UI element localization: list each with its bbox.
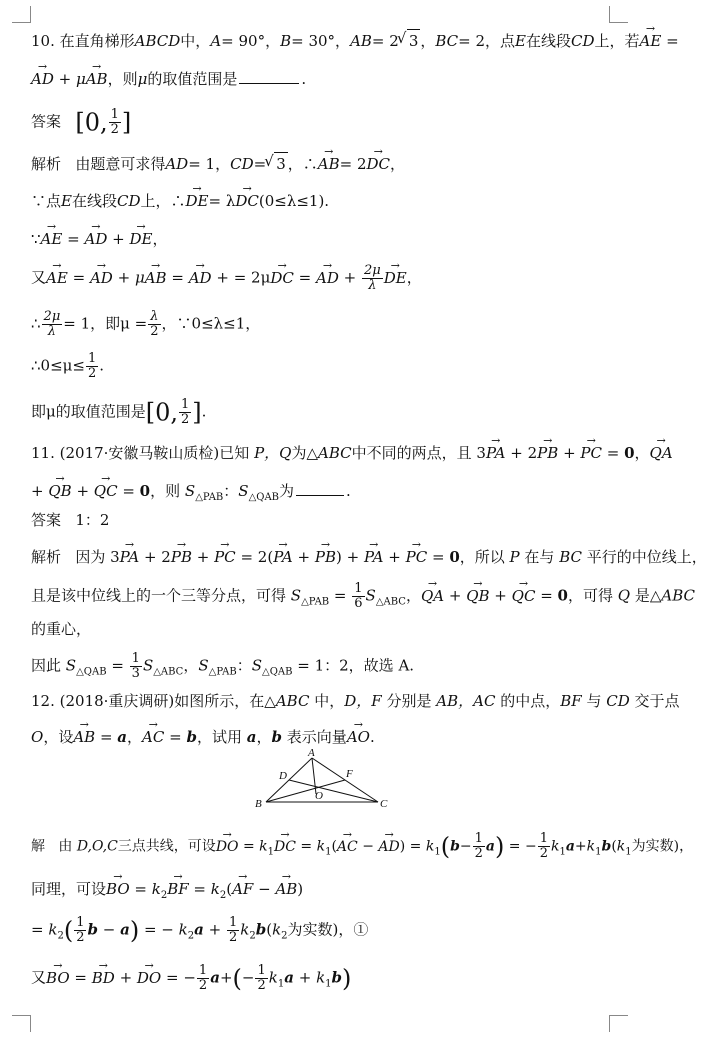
label-B: B (255, 798, 262, 810)
solution-12-line-2: 同理，可设→ BO = $k_2\to$ BF = $k_2(\to$ AF − → AB) (31, 878, 303, 907)
solution-12-line-3: = $k_2$( $\frac{1}{2}$ b − a) = − $k_2a$ + $\frac{1}{2}$ $k_2b(k_2$为实数)，① (31, 915, 369, 945)
solution-10-line-7: 即μ的取值范围是[0, $\frac{1}{2}$ ]. (31, 397, 207, 427)
label-F: F (346, 768, 353, 780)
crop-mark-bottom-right (609, 1015, 628, 1032)
label-C: C (380, 798, 388, 810)
problem-11-statement: 11. (2017·安徽马鞍山质检)已知 P，Q为△ABC中不同的两点，且 3→ PA + 2→ PB + → PC = 0，→ QA (31, 442, 673, 464)
label-A: A (308, 747, 315, 759)
crop-mark-bottom-left (12, 1015, 31, 1032)
solution-10-line-1: 解析 由题意可求得AD= 1，CD=√ 3 ，∴→ AB= 2→ DC， (31, 152, 405, 175)
solution-12-line-4: 又→ BO = → BD + → DO = − $\frac{1}{2}$ a+(− $\frac{1}{2}$ $k_1a + k_1b$) (31, 964, 351, 996)
crop-mark-top-left (12, 6, 31, 23)
problem-10-statement-cont: → AD + μ→ AB，则μ的取值范围是 . (31, 68, 306, 90)
solution-11-line-3: 的重心， (31, 620, 92, 638)
solution-10-line-6: ∴0≤μ≤ $\frac{1}{2}$ . (31, 351, 105, 381)
triangle-figure (252, 747, 392, 812)
solution-10-line-2: ∵点E在线段CD上，∴→ DE= λ→ DC(0≤λ≤1). (31, 190, 329, 212)
solution-11-line-4: 因此 $S_{\triangle QAB}$ = $\frac{1}{3}$ $S_{\triangle ABC}$，$S_{\triangle PAB}$：$S_{\triangle QAB} = 1$：2，故选 A. (31, 651, 415, 681)
solution-10-line-5: ∴ $\frac{2\mu}{\lambda}$ = 1，即μ = $\frac{\lambda}{2}$ ，∵0≤λ≤1， (31, 309, 261, 339)
problem-10-statement: 10. 在直角梯形ABCD中，A= 90°，B= 30°，AB= 2√ 3 ，BC= 2，点E在线段CD上，若→ AE = (31, 29, 679, 52)
crop-mark-top-right (609, 6, 628, 23)
answer-blank (296, 494, 344, 496)
problem-12-statement: 12. (2018·重庆调研)如图所示，在△ABC 中，D，F 分别是 AB，AC 的中点，BF 与 CD 交于点 (31, 692, 680, 710)
label-O: O (315, 790, 323, 802)
problem-11-statement-cont: + → QB + → QC = 0，则 $S_{\triangle PAB}$：$S_{\triangle QAB}$为 . (31, 480, 351, 509)
answer-11: 答案 1：2 (31, 511, 110, 529)
answer-10: 答案 [0, $\frac{1}{2}$ ] (31, 107, 132, 137)
solution-10-line-3: ∵→ AE = → AD + → DE， (31, 228, 167, 250)
label-D: D (279, 770, 287, 782)
solution-12-line-1: 解 由 D,O,C三点共线，可设→ DO = $k_1\to$ DC = $k_1(\to$ AC − → $AD) = k_1(b-$ $\frac{1}{2}$ a) = − $\frac{1}{2}$ $k_1a+k_1b(k_1$为实数)， (31, 832, 693, 863)
problem-12-statement-cont: O，设→ AB = a，→ AC = b，试用 a，b 表示向量→ AO. (31, 726, 375, 748)
solution-11-line-2: 且是该中位线上的一个三等分点，可得 $S_{\triangle PAB}$ = $\frac{1}{6}$ $S_{\triangle ABC}$，→ QA + → QB + → QC = 0，可得 Q 是△ABC (31, 582, 695, 614)
solution-11-line-1: 解析 因为 3→ PA + 2→ PB + → PC = 2(→ PA + → PB) + → PA + → PC = 0，所以 P 在与 BC 平行的中位线上， (31, 546, 707, 568)
answer-blank (239, 82, 299, 84)
solution-10-line-4: 又→ AE = → AD + μ→ AB = → AD + = 2μ→ DC = → AD + $\frac{2\mu}{\lambda}$ → DE， (31, 264, 422, 293)
